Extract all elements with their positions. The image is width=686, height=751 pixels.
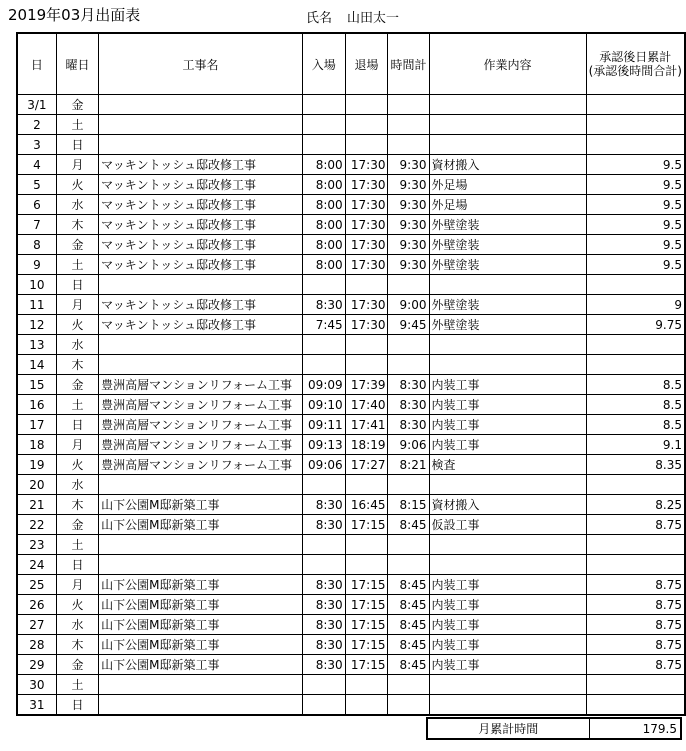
cell-hours bbox=[388, 115, 429, 135]
table-row bbox=[17, 95, 685, 115]
cell-day: 26 bbox=[17, 595, 56, 615]
cell-project bbox=[99, 335, 303, 355]
cell-approved bbox=[586, 355, 685, 375]
cell-approved bbox=[586, 695, 685, 716]
cell-project bbox=[99, 555, 303, 575]
cell-approved: 8.75 bbox=[586, 615, 685, 635]
cell-weekday: 木 bbox=[56, 635, 98, 655]
cell-weekday: 月 bbox=[56, 295, 98, 315]
cell-day: 3 bbox=[17, 135, 56, 155]
header-work: 作業内容 bbox=[429, 33, 586, 95]
cell-day: 11 bbox=[17, 295, 56, 315]
cell-out: 17:30 bbox=[345, 215, 388, 235]
cell-project bbox=[99, 355, 303, 375]
cell-out: 16:45 bbox=[345, 495, 388, 515]
cell-out bbox=[345, 695, 388, 716]
cell-approved: 8.75 bbox=[586, 515, 685, 535]
cell-hours: 8:45 bbox=[388, 655, 429, 675]
table-row bbox=[17, 575, 685, 595]
cell-weekday: 土 bbox=[56, 115, 98, 135]
cell-day: 27 bbox=[17, 615, 56, 635]
cell-approved: 8.75 bbox=[586, 575, 685, 595]
cell-weekday: 日 bbox=[56, 695, 98, 716]
cell-work: 内装工事 bbox=[429, 375, 586, 395]
cell-in: 8:30 bbox=[302, 615, 345, 635]
cell-weekday: 金 bbox=[56, 655, 98, 675]
cell-in: 7:45 bbox=[302, 315, 345, 335]
cell-weekday: 木 bbox=[56, 215, 98, 235]
cell-in bbox=[302, 695, 345, 716]
cell-weekday: 日 bbox=[56, 415, 98, 435]
cell-project: 山下公園M邸新築工事 bbox=[99, 595, 303, 615]
cell-day: 29 bbox=[17, 655, 56, 675]
cell-work: 外壁塗装 bbox=[429, 235, 586, 255]
cell-in: 09:11 bbox=[302, 415, 345, 435]
cell-in bbox=[302, 135, 345, 155]
cell-weekday: 木 bbox=[56, 355, 98, 375]
table-row bbox=[17, 135, 685, 155]
cell-work: 内装工事 bbox=[429, 395, 586, 415]
cell-work bbox=[429, 555, 586, 575]
cell-day: 25 bbox=[17, 575, 56, 595]
cell-out bbox=[345, 95, 388, 115]
cell-approved: 8.5 bbox=[586, 395, 685, 415]
cell-work: 内装工事 bbox=[429, 575, 586, 595]
cell-day: 21 bbox=[17, 495, 56, 515]
table-row bbox=[17, 335, 685, 355]
cell-approved: 9.1 bbox=[586, 435, 685, 455]
cell-project bbox=[99, 475, 303, 495]
cell-in: 8:30 bbox=[302, 595, 345, 615]
cell-hours bbox=[388, 275, 429, 295]
header-day: 日 bbox=[17, 33, 56, 95]
cell-in: 8:30 bbox=[302, 575, 345, 595]
cell-day: 19 bbox=[17, 455, 56, 475]
cell-work: 内装工事 bbox=[429, 655, 586, 675]
header-weekday: 曜日 bbox=[56, 33, 98, 95]
cell-hours bbox=[388, 335, 429, 355]
cell-in: 8:00 bbox=[302, 155, 345, 175]
cell-project bbox=[99, 135, 303, 155]
cell-day: 30 bbox=[17, 675, 56, 695]
cell-weekday: 土 bbox=[56, 675, 98, 695]
cell-approved: 9.75 bbox=[586, 315, 685, 335]
cell-project: マッキントッシュ邸改修工事 bbox=[99, 295, 303, 315]
cell-out: 17:15 bbox=[345, 575, 388, 595]
cell-hours: 9:06 bbox=[388, 435, 429, 455]
cell-project: マッキントッシュ邸改修工事 bbox=[99, 235, 303, 255]
table-row bbox=[17, 455, 685, 475]
header-out: 退場 bbox=[345, 33, 388, 95]
cell-day: 23 bbox=[17, 535, 56, 555]
cell-in bbox=[302, 355, 345, 375]
cell-project: 豊洲高層マンションリフォーム工事 bbox=[99, 435, 303, 455]
attendance-table bbox=[16, 32, 686, 716]
cell-hours: 9:00 bbox=[388, 295, 429, 315]
cell-approved: 9.5 bbox=[586, 155, 685, 175]
total-label: 月累計時間 bbox=[427, 718, 589, 739]
header-hours: 時間計 bbox=[388, 33, 429, 95]
header-row bbox=[17, 33, 685, 95]
cell-project: 山下公園M邸新築工事 bbox=[99, 615, 303, 635]
cell-weekday: 金 bbox=[56, 235, 98, 255]
cell-project bbox=[99, 675, 303, 695]
cell-approved: 8.75 bbox=[586, 635, 685, 655]
cell-out: 18:19 bbox=[345, 435, 388, 455]
cell-day: 10 bbox=[17, 275, 56, 295]
cell-out: 17:30 bbox=[345, 175, 388, 195]
cell-project: 山下公園M邸新築工事 bbox=[99, 575, 303, 595]
cell-hours: 9:30 bbox=[388, 235, 429, 255]
table-row bbox=[17, 215, 685, 235]
cell-weekday: 火 bbox=[56, 315, 98, 335]
cell-project bbox=[99, 95, 303, 115]
cell-hours bbox=[388, 675, 429, 695]
table-row bbox=[17, 235, 685, 255]
cell-hours: 8:21 bbox=[388, 455, 429, 475]
cell-day: 6 bbox=[17, 195, 56, 215]
header-in: 入場 bbox=[302, 33, 345, 95]
cell-work: 内装工事 bbox=[429, 435, 586, 455]
cell-in: 8:30 bbox=[302, 295, 345, 315]
table-row bbox=[17, 675, 685, 695]
cell-weekday: 日 bbox=[56, 135, 98, 155]
cell-approved: 8.75 bbox=[586, 655, 685, 675]
cell-work: 内装工事 bbox=[429, 635, 586, 655]
cell-in: 8:00 bbox=[302, 255, 345, 275]
cell-project bbox=[99, 115, 303, 135]
cell-in: 8:30 bbox=[302, 655, 345, 675]
cell-out: 17:30 bbox=[345, 255, 388, 275]
table-row bbox=[17, 435, 685, 455]
table-row bbox=[17, 295, 685, 315]
cell-day: 15 bbox=[17, 375, 56, 395]
cell-in bbox=[302, 115, 345, 135]
cell-work bbox=[429, 355, 586, 375]
cell-out: 17:27 bbox=[345, 455, 388, 475]
cell-out: 17:15 bbox=[345, 515, 388, 535]
cell-work bbox=[429, 535, 586, 555]
cell-in bbox=[302, 555, 345, 575]
cell-project: 豊洲高層マンションリフォーム工事 bbox=[99, 455, 303, 475]
cell-work: 外壁塗装 bbox=[429, 255, 586, 275]
cell-approved: 8.5 bbox=[586, 375, 685, 395]
cell-project: マッキントッシュ邸改修工事 bbox=[99, 155, 303, 175]
cell-hours: 8:45 bbox=[388, 575, 429, 595]
monthly-total bbox=[426, 717, 682, 740]
page-title: 2019年03月出面表 bbox=[8, 6, 141, 24]
cell-approved: 8.75 bbox=[586, 595, 685, 615]
cell-approved bbox=[586, 95, 685, 115]
cell-weekday: 水 bbox=[56, 335, 98, 355]
cell-work: 資材搬入 bbox=[429, 495, 586, 515]
cell-approved: 8.5 bbox=[586, 415, 685, 435]
cell-hours bbox=[388, 555, 429, 575]
cell-hours: 9:30 bbox=[388, 175, 429, 195]
cell-approved bbox=[586, 115, 685, 135]
cell-out bbox=[345, 335, 388, 355]
header-project: 工事名 bbox=[99, 33, 303, 95]
cell-weekday: 水 bbox=[56, 615, 98, 635]
cell-weekday: 水 bbox=[56, 475, 98, 495]
cell-project: 豊洲高層マンションリフォーム工事 bbox=[99, 395, 303, 415]
cell-out: 17:30 bbox=[345, 235, 388, 255]
cell-in bbox=[302, 335, 345, 355]
cell-work bbox=[429, 95, 586, 115]
cell-hours bbox=[388, 95, 429, 115]
cell-weekday: 月 bbox=[56, 435, 98, 455]
cell-hours: 9:30 bbox=[388, 215, 429, 235]
cell-weekday: 日 bbox=[56, 555, 98, 575]
table-row bbox=[17, 695, 685, 716]
cell-weekday: 火 bbox=[56, 455, 98, 475]
cell-hours bbox=[388, 695, 429, 716]
cell-weekday: 水 bbox=[56, 195, 98, 215]
cell-hours: 9:45 bbox=[388, 315, 429, 335]
cell-work: 内装工事 bbox=[429, 415, 586, 435]
cell-approved bbox=[586, 335, 685, 355]
cell-approved: 9.5 bbox=[586, 175, 685, 195]
cell-out bbox=[345, 275, 388, 295]
cell-weekday: 火 bbox=[56, 175, 98, 195]
cell-hours: 8:45 bbox=[388, 595, 429, 615]
cell-out: 17:30 bbox=[345, 295, 388, 315]
cell-work bbox=[429, 695, 586, 716]
cell-out: 17:41 bbox=[345, 415, 388, 435]
cell-approved bbox=[586, 275, 685, 295]
cell-project bbox=[99, 535, 303, 555]
cell-in: 09:10 bbox=[302, 395, 345, 415]
cell-work: 外壁塗装 bbox=[429, 295, 586, 315]
cell-hours bbox=[388, 535, 429, 555]
table-row bbox=[17, 395, 685, 415]
cell-out bbox=[345, 135, 388, 155]
cell-work: 外壁塗装 bbox=[429, 315, 586, 335]
cell-out: 17:15 bbox=[345, 655, 388, 675]
cell-weekday: 土 bbox=[56, 535, 98, 555]
cell-in bbox=[302, 475, 345, 495]
cell-project: 豊洲高層マンションリフォーム工事 bbox=[99, 375, 303, 395]
cell-hours: 8:45 bbox=[388, 515, 429, 535]
cell-out: 17:15 bbox=[345, 615, 388, 635]
table-row bbox=[17, 315, 685, 335]
cell-day: 24 bbox=[17, 555, 56, 575]
cell-day: 18 bbox=[17, 435, 56, 455]
cell-hours: 8:30 bbox=[388, 395, 429, 415]
cell-in bbox=[302, 275, 345, 295]
cell-hours bbox=[388, 355, 429, 375]
cell-in: 09:06 bbox=[302, 455, 345, 475]
cell-project: マッキントッシュ邸改修工事 bbox=[99, 195, 303, 215]
table-row bbox=[17, 115, 685, 135]
cell-work bbox=[429, 335, 586, 355]
cell-day: 17 bbox=[17, 415, 56, 435]
cell-in: 8:30 bbox=[302, 635, 345, 655]
cell-project: 山下公園M邸新築工事 bbox=[99, 655, 303, 675]
table-row bbox=[17, 375, 685, 395]
cell-hours: 9:30 bbox=[388, 195, 429, 215]
cell-in: 09:09 bbox=[302, 375, 345, 395]
cell-in bbox=[302, 535, 345, 555]
table-row bbox=[17, 255, 685, 275]
cell-approved: 9.5 bbox=[586, 255, 685, 275]
table-row bbox=[17, 495, 685, 515]
cell-hours: 8:45 bbox=[388, 615, 429, 635]
cell-approved bbox=[586, 475, 685, 495]
cell-in: 09:13 bbox=[302, 435, 345, 455]
cell-day: 2 bbox=[17, 115, 56, 135]
cell-hours: 8:30 bbox=[388, 415, 429, 435]
cell-in: 8:00 bbox=[302, 175, 345, 195]
cell-out bbox=[345, 115, 388, 135]
cell-weekday: 木 bbox=[56, 495, 98, 515]
cell-out bbox=[345, 355, 388, 375]
cell-day: 20 bbox=[17, 475, 56, 495]
cell-project: 山下公園M邸新築工事 bbox=[99, 495, 303, 515]
cell-out: 17:15 bbox=[345, 595, 388, 615]
cell-in: 8:30 bbox=[302, 495, 345, 515]
cell-hours: 9:30 bbox=[388, 155, 429, 175]
cell-approved: 9.5 bbox=[586, 235, 685, 255]
cell-project bbox=[99, 695, 303, 716]
cell-out: 17:40 bbox=[345, 395, 388, 415]
cell-work: 内装工事 bbox=[429, 615, 586, 635]
cell-work: 内装工事 bbox=[429, 595, 586, 615]
cell-day: 9 bbox=[17, 255, 56, 275]
cell-weekday: 土 bbox=[56, 395, 98, 415]
cell-weekday: 金 bbox=[56, 515, 98, 535]
cell-weekday: 日 bbox=[56, 275, 98, 295]
cell-project: 山下公園M邸新築工事 bbox=[99, 515, 303, 535]
cell-day: 28 bbox=[17, 635, 56, 655]
cell-hours: 8:45 bbox=[388, 635, 429, 655]
table-row bbox=[17, 275, 685, 295]
cell-approved: 9.5 bbox=[586, 215, 685, 235]
cell-out bbox=[345, 535, 388, 555]
table-row bbox=[17, 655, 685, 675]
cell-day: 8 bbox=[17, 235, 56, 255]
cell-out bbox=[345, 675, 388, 695]
cell-hours bbox=[388, 475, 429, 495]
cell-in bbox=[302, 675, 345, 695]
cell-project: 山下公園M邸新築工事 bbox=[99, 635, 303, 655]
cell-approved bbox=[586, 535, 685, 555]
cell-in: 8:00 bbox=[302, 235, 345, 255]
cell-approved: 8.25 bbox=[586, 495, 685, 515]
cell-approved: 9 bbox=[586, 295, 685, 315]
cell-weekday: 金 bbox=[56, 375, 98, 395]
cell-day: 5 bbox=[17, 175, 56, 195]
header-approved-line1: 承認後日累計 bbox=[599, 50, 672, 64]
table-row bbox=[17, 615, 685, 635]
cell-day: 14 bbox=[17, 355, 56, 375]
table-row bbox=[17, 175, 685, 195]
cell-day: 3/1 bbox=[17, 95, 56, 115]
cell-day: 12 bbox=[17, 315, 56, 335]
cell-weekday: 金 bbox=[56, 95, 98, 115]
table-row bbox=[17, 535, 685, 555]
cell-weekday: 月 bbox=[56, 155, 98, 175]
cell-out: 17:30 bbox=[345, 315, 388, 335]
total-value: 179.5 bbox=[589, 718, 681, 739]
table-row bbox=[17, 555, 685, 575]
cell-out: 17:30 bbox=[345, 155, 388, 175]
cell-project: マッキントッシュ邸改修工事 bbox=[99, 215, 303, 235]
cell-day: 31 bbox=[17, 695, 56, 716]
table-row bbox=[17, 155, 685, 175]
cell-in: 8:00 bbox=[302, 195, 345, 215]
cell-out bbox=[345, 475, 388, 495]
cell-approved bbox=[586, 135, 685, 155]
cell-in: 8:00 bbox=[302, 215, 345, 235]
cell-approved: 9.5 bbox=[586, 195, 685, 215]
cell-work bbox=[429, 475, 586, 495]
cell-work: 資材搬入 bbox=[429, 155, 586, 175]
cell-work bbox=[429, 135, 586, 155]
table-row bbox=[17, 355, 685, 375]
cell-approved: 8.35 bbox=[586, 455, 685, 475]
cell-approved bbox=[586, 675, 685, 695]
cell-work: 外壁塗装 bbox=[429, 215, 586, 235]
table-row bbox=[17, 195, 685, 215]
cell-weekday: 月 bbox=[56, 575, 98, 595]
table-row bbox=[17, 595, 685, 615]
cell-hours bbox=[388, 135, 429, 155]
table-row bbox=[17, 475, 685, 495]
cell-work: 外足場 bbox=[429, 175, 586, 195]
cell-work: 検査 bbox=[429, 455, 586, 475]
cell-day: 16 bbox=[17, 395, 56, 415]
cell-hours: 8:30 bbox=[388, 375, 429, 395]
cell-project: マッキントッシュ邸改修工事 bbox=[99, 175, 303, 195]
cell-work bbox=[429, 675, 586, 695]
cell-day: 4 bbox=[17, 155, 56, 175]
cell-day: 13 bbox=[17, 335, 56, 355]
table-row bbox=[17, 515, 685, 535]
name-label: 氏名 bbox=[306, 11, 333, 26]
cell-approved bbox=[586, 555, 685, 575]
cell-weekday: 火 bbox=[56, 595, 98, 615]
cell-work: 外足場 bbox=[429, 195, 586, 215]
cell-weekday: 土 bbox=[56, 255, 98, 275]
cell-out: 17:15 bbox=[345, 635, 388, 655]
cell-out: 17:39 bbox=[345, 375, 388, 395]
cell-work bbox=[429, 275, 586, 295]
table-row bbox=[17, 635, 685, 655]
cell-project bbox=[99, 275, 303, 295]
cell-out: 17:30 bbox=[345, 195, 388, 215]
cell-work: 仮設工事 bbox=[429, 515, 586, 535]
header-approved bbox=[586, 33, 685, 95]
cell-out bbox=[345, 555, 388, 575]
cell-work bbox=[429, 115, 586, 135]
cell-day: 7 bbox=[17, 215, 56, 235]
header-approved-line2: (承認後時間合計) bbox=[588, 64, 682, 78]
table-row bbox=[17, 415, 685, 435]
cell-in: 8:30 bbox=[302, 515, 345, 535]
cell-hours: 9:30 bbox=[388, 255, 429, 275]
cell-day: 22 bbox=[17, 515, 56, 535]
cell-project: 豊洲高層マンションリフォーム工事 bbox=[99, 415, 303, 435]
cell-project: マッキントッシュ邸改修工事 bbox=[99, 255, 303, 275]
cell-hours: 8:15 bbox=[388, 495, 429, 515]
name-value: 山田太一 bbox=[347, 11, 400, 26]
cell-project: マッキントッシュ邸改修工事 bbox=[99, 315, 303, 335]
cell-in bbox=[302, 95, 345, 115]
